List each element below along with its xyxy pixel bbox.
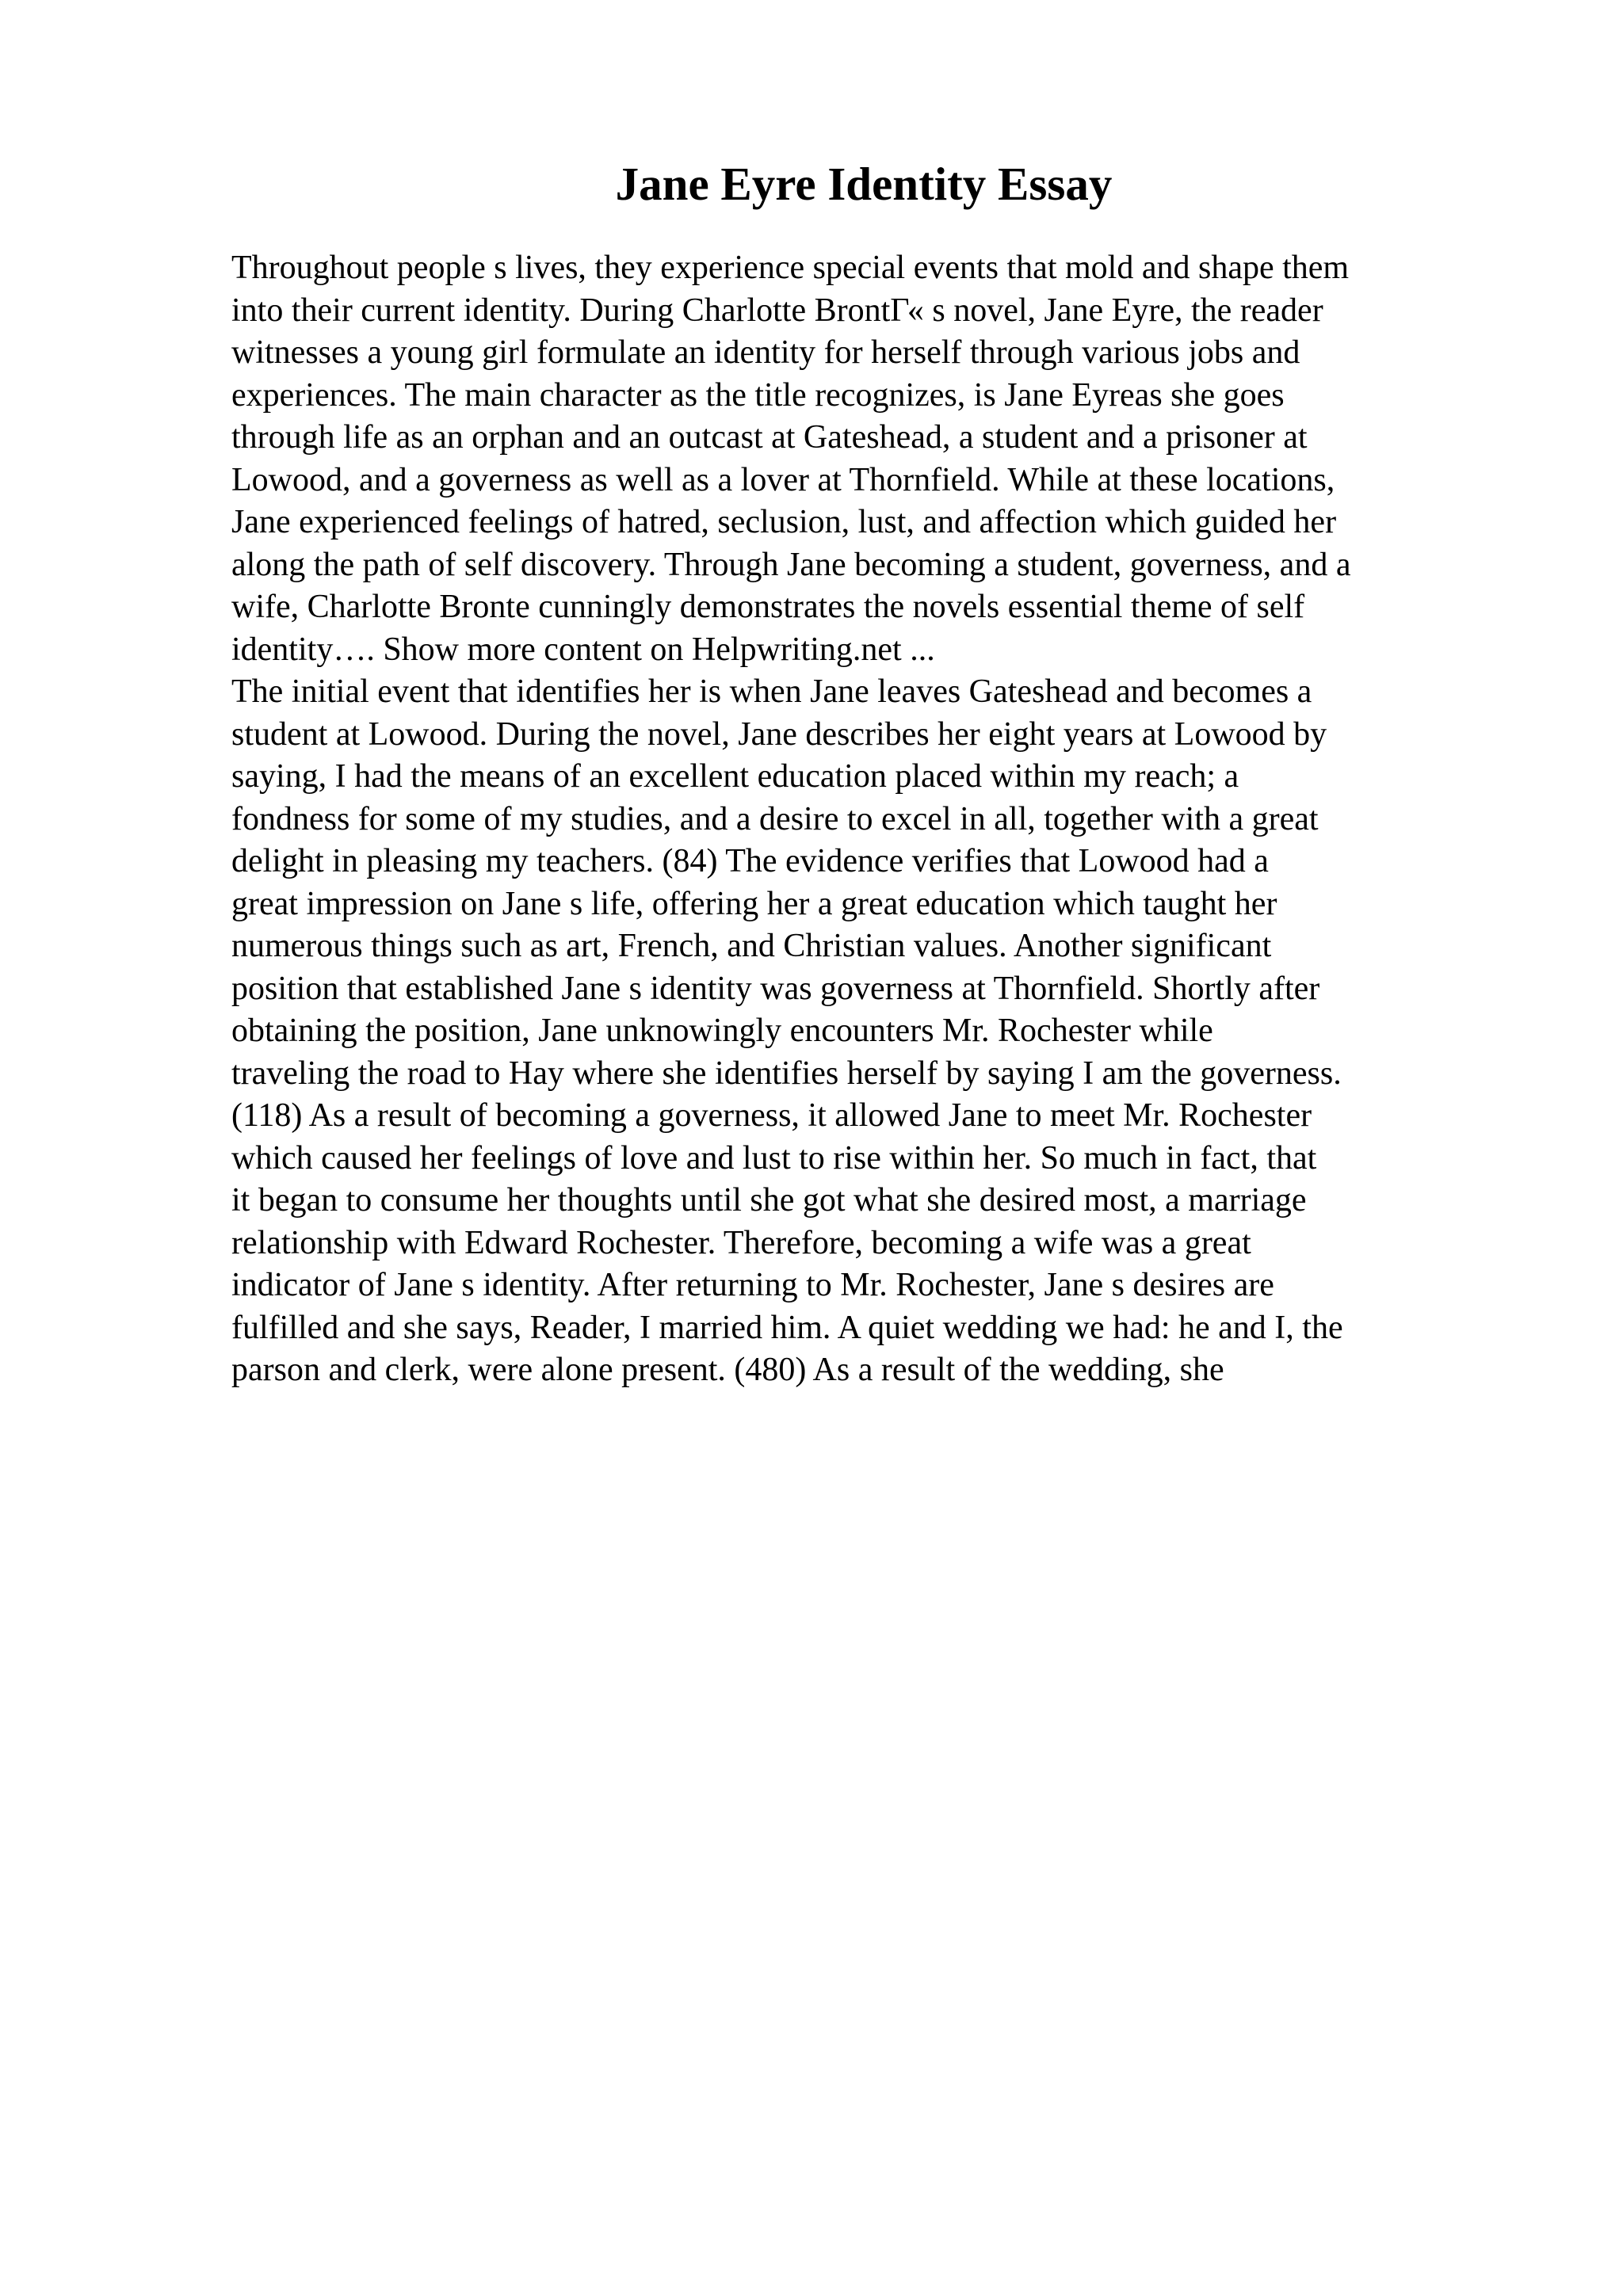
essay-line: fondness for some of my studies, and a desire to excel in all, together with a great bbox=[231, 800, 1319, 837]
essay-line: traveling the road to Hay where she identifies herself by saying I am the governess. bbox=[231, 1055, 1342, 1092]
essay-line: Jane experienced feelings of hatred, seclusion, lust, and affection which guided her bbox=[231, 504, 1337, 540]
essay-line: along the path of self discovery. Through Jane becoming a student, governess, and a bbox=[231, 546, 1351, 583]
essay-line: The initial event that identifies her is when Jane leaves Gateshead and becomes a bbox=[231, 673, 1312, 710]
essay-line: (118) As a result of becoming a governess, it allowed Jane to meet Mr. Rochester bbox=[231, 1097, 1312, 1134]
essay-line: delight in pleasing my teachers. (84) The evidence verifies that Lowood had a bbox=[231, 843, 1269, 879]
essay-line: saying, I had the means of an excellent education placed within my reach; a bbox=[231, 758, 1239, 795]
essay-line: Throughout people s lives, they experience special events that mold and shape them bbox=[231, 250, 1350, 286]
essay-line: numerous things such as art, French, and Christian values. Another significant bbox=[231, 928, 1272, 964]
essay-line: it began to consume her thoughts until she got what she desired most, a marriage bbox=[231, 1182, 1307, 1219]
show-more-link[interactable]: identity…. Show more content on Helpwriting.net ... bbox=[231, 631, 935, 668]
essay-line: indicator of Jane s identity. After returning to Mr. Rochester, Jane s desires are bbox=[231, 1267, 1274, 1303]
essay-line: Lowood, and a governess as well as a lover at Thornfield. While at these locations, bbox=[231, 461, 1335, 498]
essay-line: into their current identity. During Charlotte BrontГ« s novel, Jane Eyre, the reader bbox=[231, 292, 1323, 329]
essay-line: parson and clerk, were alone present. (480) As a result of the wedding, she bbox=[231, 1352, 1224, 1388]
essay-title: Jane Eyre Identity Essay bbox=[615, 158, 1113, 210]
essay-line: fulfilled and she says, Reader, I married him. A quiet wedding we had: he and I, the bbox=[231, 1309, 1343, 1346]
essay-line: wife, Charlotte Bronte cunningly demonstrates the novels essential theme of self bbox=[231, 589, 1305, 625]
essay-line: great impression on Jane s life, offering her a great education which taught her bbox=[231, 885, 1277, 922]
essay-line: witnesses a young girl formulate an identity for herself through various jobs and bbox=[231, 334, 1300, 371]
essay-line: position that established Jane s identity was governess at Thornfield. Shortly after bbox=[231, 970, 1320, 1007]
essay-line: obtaining the position, Jane unknowingly encounters Mr. Rochester while bbox=[231, 1013, 1213, 1049]
essay-line: student at Lowood. During the novel, Jane describes her eight years at Lowood by bbox=[231, 715, 1327, 753]
essay-line: through life as an orphan and an outcast at Gateshead, a student and a prisoner at bbox=[231, 419, 1308, 456]
essay-line: experiences. The main character as the title recognizes, is Jane Eyreas she goes bbox=[231, 376, 1285, 414]
essay-line: which caused her feelings of love and lust to rise within her. So much in fact, that bbox=[231, 1139, 1317, 1177]
essay-body bbox=[231, 247, 1499, 1392]
essay-line: relationship with Edward Rochester. Therefore, becoming a wife was a great bbox=[231, 1224, 1251, 1261]
